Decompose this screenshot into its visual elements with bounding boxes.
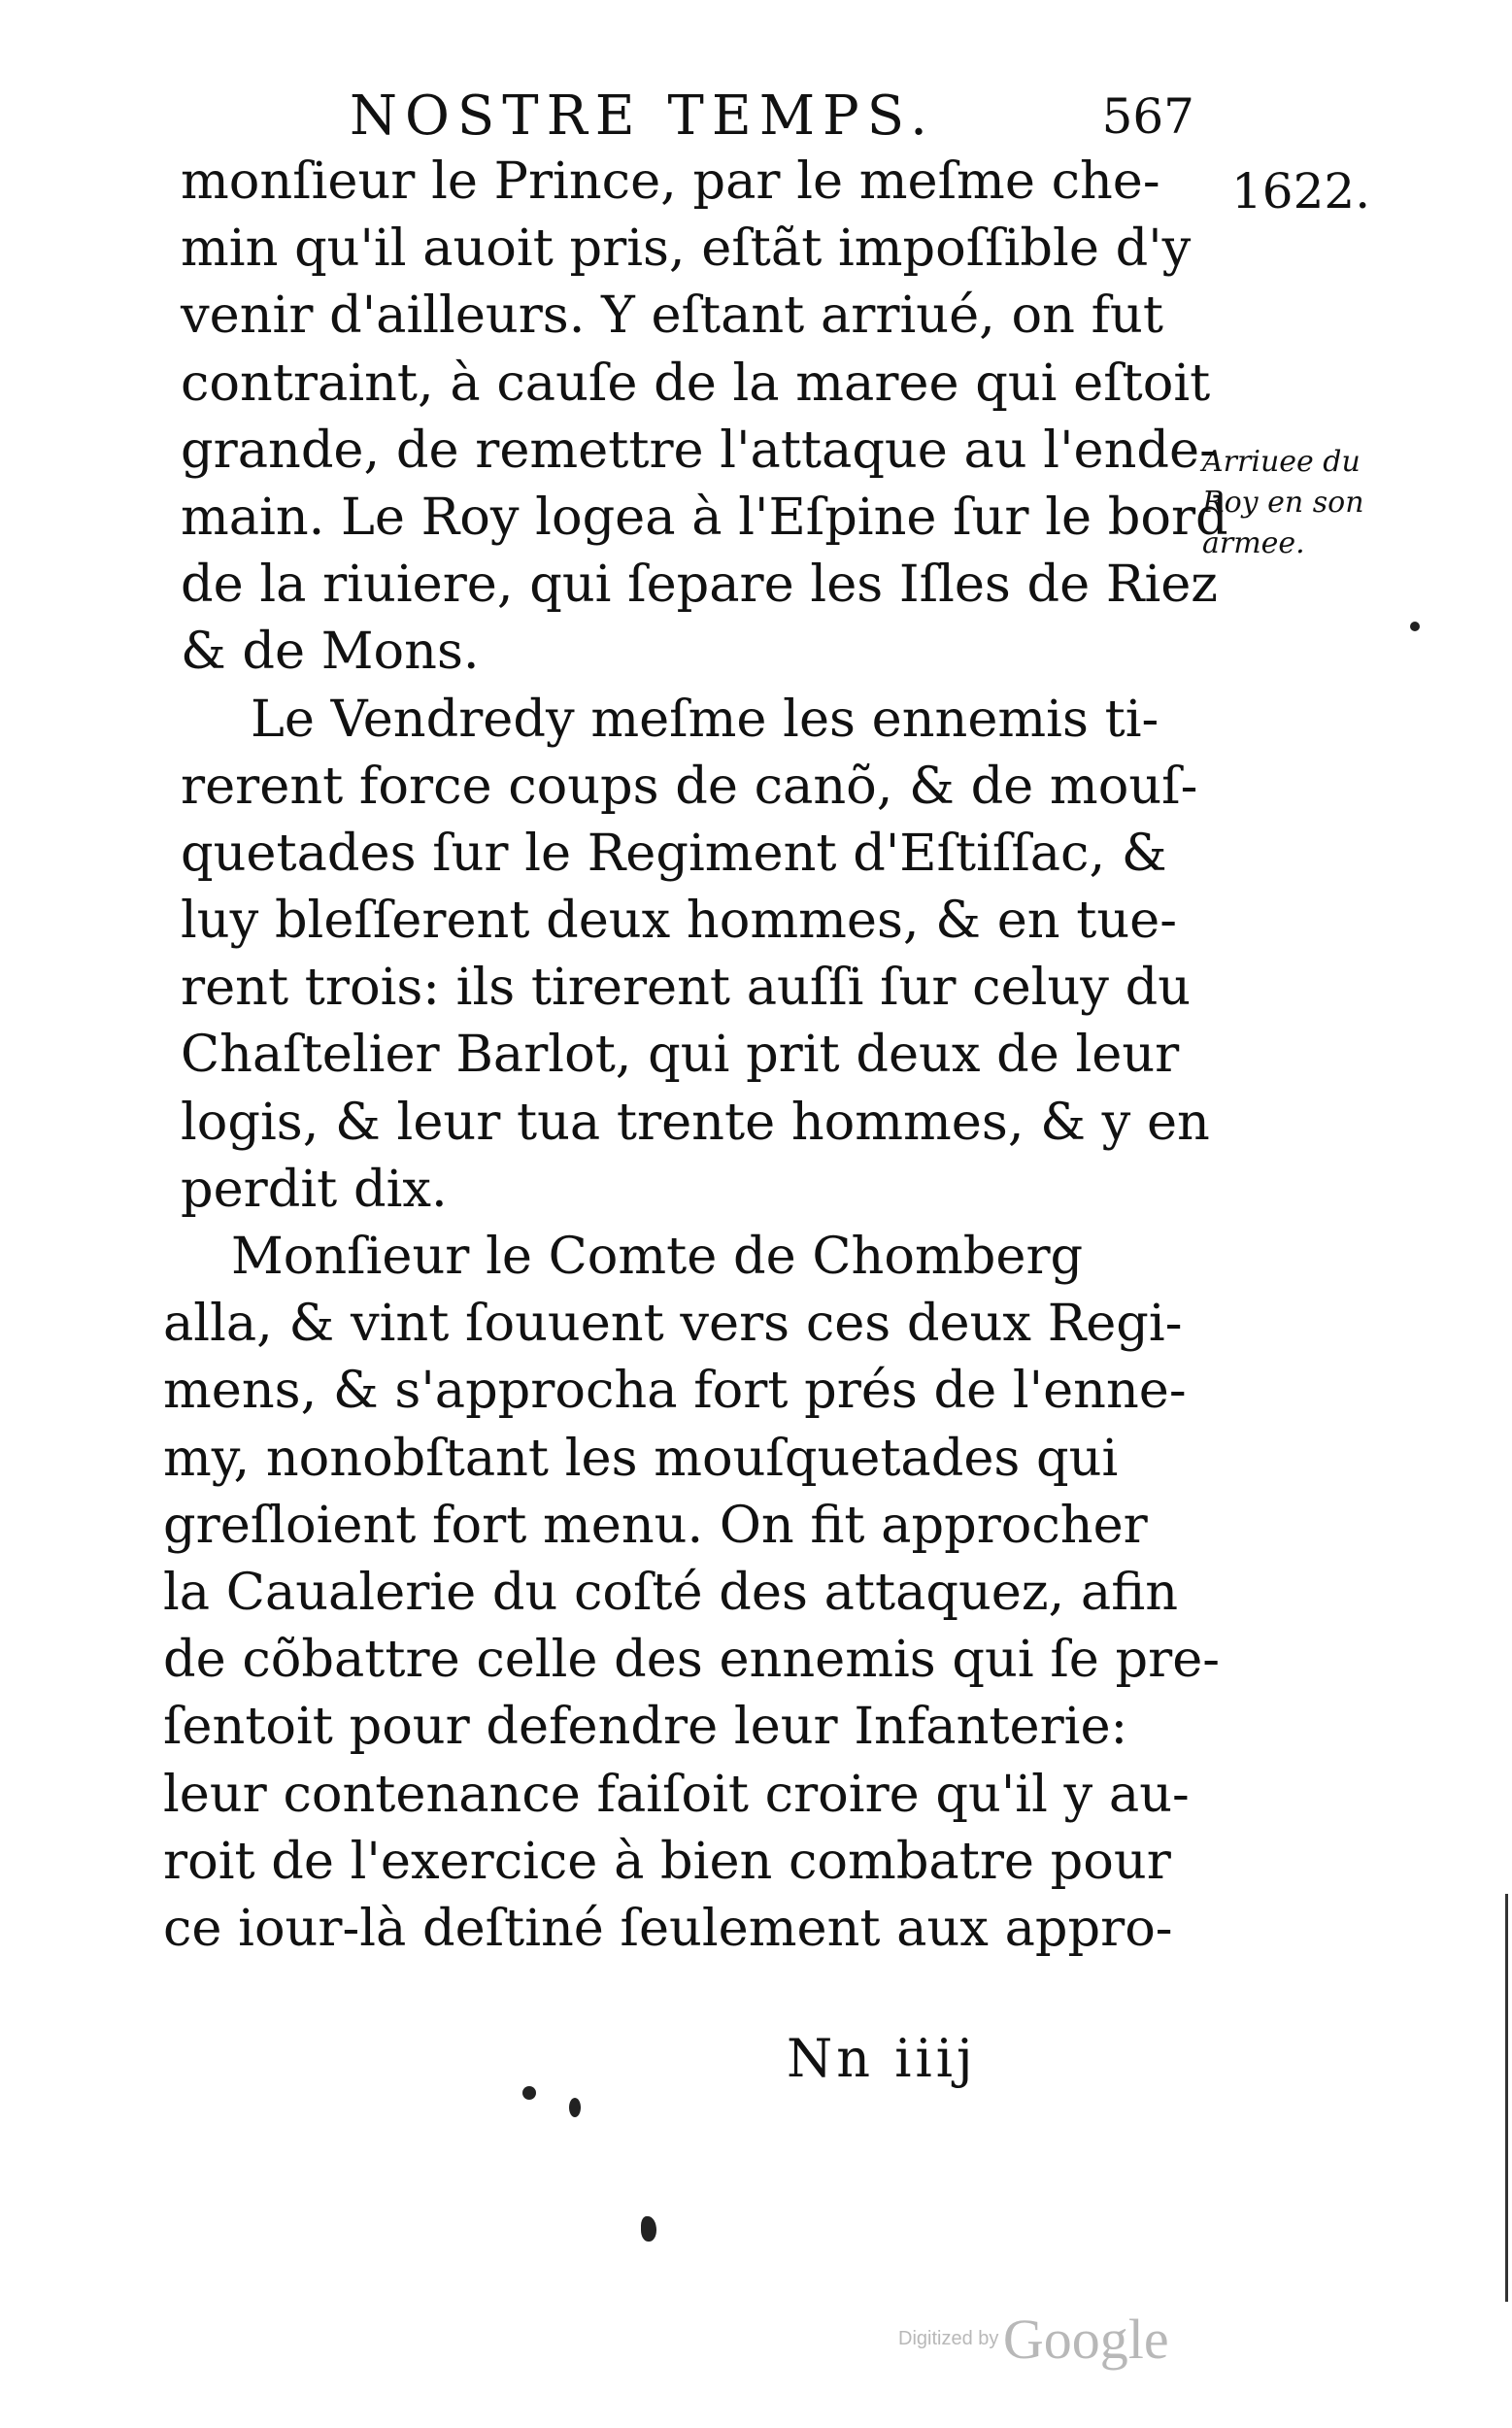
text-line: leur contenance faiſoit croire qu'il y au-: [163, 1764, 1190, 1824]
text-line: ce iour-là deſtiné ſeulement aux appro-: [163, 1898, 1173, 1958]
ink-spot: [1410, 622, 1420, 631]
text-line: perdit dix.: [181, 1159, 448, 1219]
text-line: Chaſtelier Barlot, qui prit deux de leur: [181, 1025, 1180, 1085]
marginal-note-line: armee.: [1202, 526, 1305, 560]
text-line: luy bleſſerent deux hommes, & en tue-: [181, 891, 1177, 951]
text-line: ſentoit pour defendre leur Infanterie:: [163, 1697, 1128, 1757]
text-line: main. Le Roy logea à l'Eſpine ſur le bord: [181, 487, 1228, 547]
text-line: logis, & leur tua trente hommes, & y en: [181, 1092, 1210, 1152]
digitized-watermark: [898, 2307, 1169, 2371]
text-line: monſieur le Prince, par le meſme che-: [181, 152, 1160, 211]
signature-mark: Nn iiij: [787, 2028, 977, 2089]
text-line: my, nonobſtant les mouſquetades qui: [163, 1428, 1119, 1488]
margin-year: 1622.: [1231, 163, 1371, 219]
text-line: Le Vendredy meſme les ennemis ti-: [251, 689, 1159, 749]
text-line: quetades ſur le Regiment d'Eſtiſſac, &: [181, 823, 1167, 883]
text-line: de la riuiere, qui ſepare les Iſles de Riez: [181, 555, 1218, 615]
marginal-note: [1202, 442, 1445, 564]
running-head: [350, 78, 1194, 155]
text-line: de cõbattre celle des ennemis qui ſe pre-: [163, 1630, 1221, 1690]
text-line: rerent force coups de canõ, & de mouſ-: [181, 756, 1198, 816]
text-line: contraint, à cauſe de la maree qui eſtoit: [181, 353, 1211, 413]
watermark-prefix: Digitized by: [898, 2328, 999, 2349]
ink-spot: [522, 2086, 536, 2100]
marginal-note-line: Roy en son: [1202, 486, 1364, 520]
text-line: venir d'ailleurs. Y eſtant arriué, on fut: [181, 286, 1163, 346]
text-line: alla, & vint ſouuent vers ces deux Regi-: [163, 1294, 1183, 1354]
marginal-note-line: Arriuee du: [1202, 445, 1361, 479]
ink-spot: [641, 2216, 656, 2242]
text-line: min qu'il auoit pris, eſtãt impoſſible d'y: [181, 219, 1192, 279]
text-line: grande, de remettre l'attaque au l'ende-: [181, 420, 1217, 480]
text-line: la Caualerie du coſté des attaquez, afin: [163, 1562, 1179, 1622]
google-logo: Google: [1002, 2308, 1169, 2371]
text-line: mens, & s'approcha fort prés de l'enne-: [163, 1361, 1187, 1421]
text-line: greſloient fort menu. On fit approcher: [163, 1495, 1148, 1555]
ink-spot: [569, 2098, 581, 2117]
text-line: Monſieur le Comte de Chomberg: [231, 1227, 1084, 1286]
text-line: rent trois: ils tirerent auſſi ſur celuy du: [181, 958, 1192, 1018]
page-number: 567: [1101, 88, 1194, 145]
running-title: NOSTRE TEMPS.: [350, 84, 935, 148]
text-line: roit de l'exercice à bien combatre pour: [163, 1831, 1171, 1891]
body-text: [155, 148, 1228, 1962]
page-edge-line: [1505, 1894, 1508, 2302]
text-line: & de Mons.: [181, 622, 480, 682]
